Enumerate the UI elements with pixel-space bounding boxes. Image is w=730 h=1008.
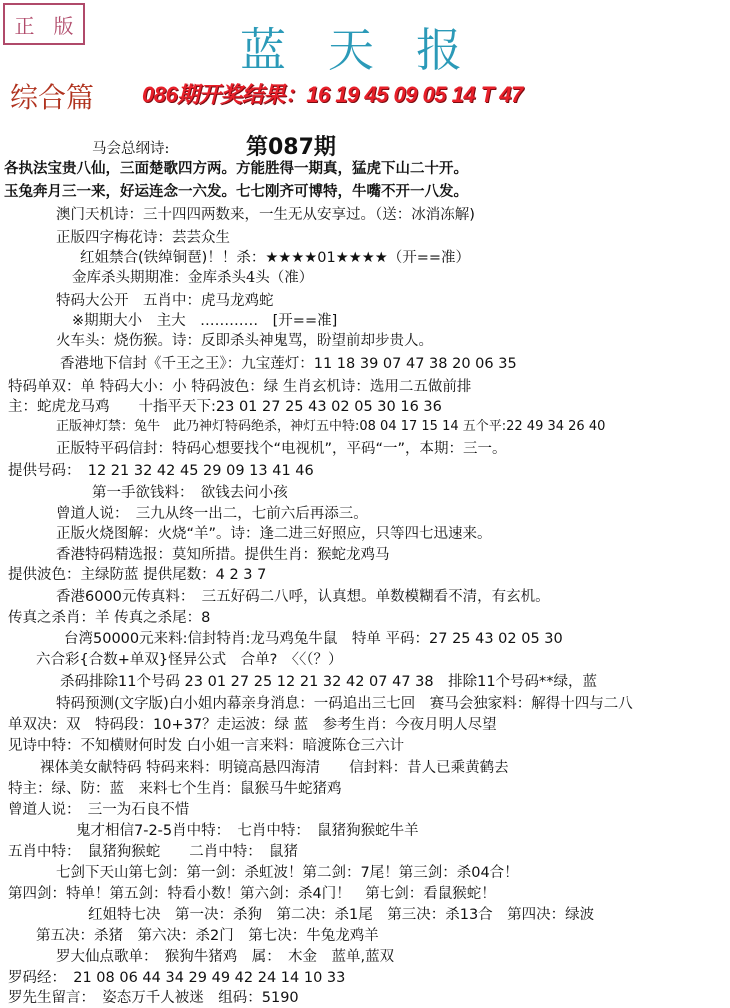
text-line: 火车头：烧伤猴。诗：反即杀头神鬼骂，盼望前却步贵人。	[56, 333, 433, 349]
previous-result: 086期开奖结果：16 19 45 09 05 14 T 47	[142, 82, 523, 107]
text-line: 五肖中特： 鼠猪狗猴蛇 二肖中特： 鼠猪	[8, 844, 298, 860]
text-line: 正版神灯禁：兔牛 此乃神灯特码绝杀，神灯五中特:08 04 17 15 14 五个平:22 49 34 26 40	[56, 419, 606, 434]
text-line: 特码单双：单 特码大小：小 特码波色：绿 生肖玄机诗：选用二五做前排	[8, 379, 472, 395]
text-line: 见诗中特：不知横财何时发 白小姐一言来料：暗渡陈仓三六计	[8, 738, 405, 754]
text-line: 六合彩{合数+单双}怪异公式 合单? 〈〈（？）	[36, 652, 343, 668]
text-line: ※期期大小 主大 ………… [开==准]	[72, 313, 338, 329]
text-line: 裸体美女献特码 特码来料：明镜高悬四海清 信封料：昔人已乘黄鹤去	[40, 760, 509, 776]
text-line: 特码预测(文字版)白小姐内幕亲身消息：一码追出三七回 赛马会独家料：解得十四与二八	[56, 696, 633, 712]
text-line: 第四剑：特单！第五剑：特看小数！第六剑：杀4门！ 第七剑：看鼠猴蛇！	[8, 886, 496, 902]
text-line: 马会总纲诗:	[92, 141, 170, 157]
text-line: 各执法宝贵八仙，三面楚歌四方两。方能胜得一期真，猛虎下山二十开。	[4, 161, 468, 177]
text-line: 正版特平码信封：特码心想要找个“电视机”，平码“一”，本期：三一。	[56, 441, 507, 457]
text-line: 特码大公开 五肖中：虎马龙鸡蛇	[56, 293, 274, 309]
section-label: 综合篇	[10, 81, 95, 114]
text-line: 台湾50000元来料:信封特肖:龙马鸡兔牛鼠 特单 平码：27 25 43 02 05 30	[64, 631, 563, 647]
text-line: 主：蛇虎龙马鸡 十指平天下:23 01 27 25 43 02 05 30 16 36	[8, 399, 442, 415]
newspaper-title: 蓝天报	[240, 23, 504, 77]
text-line: 鬼才相信7-2-5肖中特： 七肖中特： 鼠猪狗猴蛇牛羊	[76, 823, 419, 839]
text-line: 传真之杀肖：羊 传真之杀尾：8	[8, 610, 211, 626]
text-line: 红姐特七决 第一决：杀狗 第二决：杀1尾 第三决：杀13合 第四决：绿波	[88, 907, 595, 923]
text-line: 提供号码： 12 21 32 42 45 29 09 13 41 46	[8, 463, 314, 479]
text-line: 曾道人说： 三九从终一出二，七前六后再添三。	[56, 506, 368, 522]
text-line: 玉兔奔月三一来，好运连念一六发。七七刚齐可博特，牛嘴不开一八发。	[4, 184, 468, 200]
genuine-stamp	[3, 3, 85, 45]
text-line: 香港特码精选报：莫知所措。提供生肖：猴蛇龙鸡马	[56, 547, 390, 563]
text-line: 正版火烧图解：火烧“羊”。诗：逢二进三好照应，只等四七迅速来。	[56, 526, 492, 542]
text-line: 曾道人说： 三一为石良不惜	[8, 802, 190, 818]
text-line: 提供波色：主绿防蓝 提供尾数：4 2 3 7	[8, 567, 267, 583]
text-line: 罗先生留言： 姿态万千人被迷 组码：5190	[8, 990, 299, 1006]
stamp-char-right: 版	[53, 13, 74, 38]
text-line: 正版四字梅花诗：芸芸众生	[56, 230, 230, 246]
text-line: 香港6000元传真料： 三五好码二八呼，认真想。单数模糊看不清，有玄机。	[56, 589, 550, 605]
text-line: 特主：绿、防：蓝 来料七个生肖：鼠猴马牛蛇猪鸡	[8, 781, 342, 797]
text-line: 杀码排除11个号码 23 01 27 25 12 21 32 42 07 47 38 排除11个号码**绿，蓝	[60, 674, 598, 690]
issue-number: 第087期	[246, 135, 336, 160]
text-line: 金库杀头期期准：金库杀头4头（准）	[72, 270, 314, 286]
text-line: 澳门天机诗：三十四四两数来，一生无从安享过。（送：冰消冻解)	[56, 207, 475, 223]
text-line: 七剑下天山第七剑：第一剑：杀虹波！第二剑：7尾！第三剑：杀04合！	[56, 865, 519, 881]
text-line: 香港地下信封《千王之王》：九宝莲灯：11 18 39 07 47 38 20 06 35	[60, 356, 517, 372]
text-line: 罗大仙点歌单： 猴狗牛猪鸡 属： 木金 蓝单,蓝双	[56, 949, 395, 965]
text-line: 第一手欲钱料： 欲钱去问小孩	[92, 485, 288, 501]
text-line: 单双决：双 特码段：10+37？走运波：绿 蓝 参考生肖：今夜月明人尽望	[8, 717, 497, 733]
text-line: 第五决：杀猪 第六决：杀2门 第七决：牛兔龙鸡羊	[36, 928, 379, 944]
stamp-char-left: 正	[14, 13, 35, 38]
text-line: 罗码经： 21 08 06 44 34 29 49 42 24 14 10 33	[8, 970, 346, 986]
text-line: 红姐禁合(铁绰铜琶)！！杀：★★★★01★★★★（开==准）	[80, 250, 471, 266]
